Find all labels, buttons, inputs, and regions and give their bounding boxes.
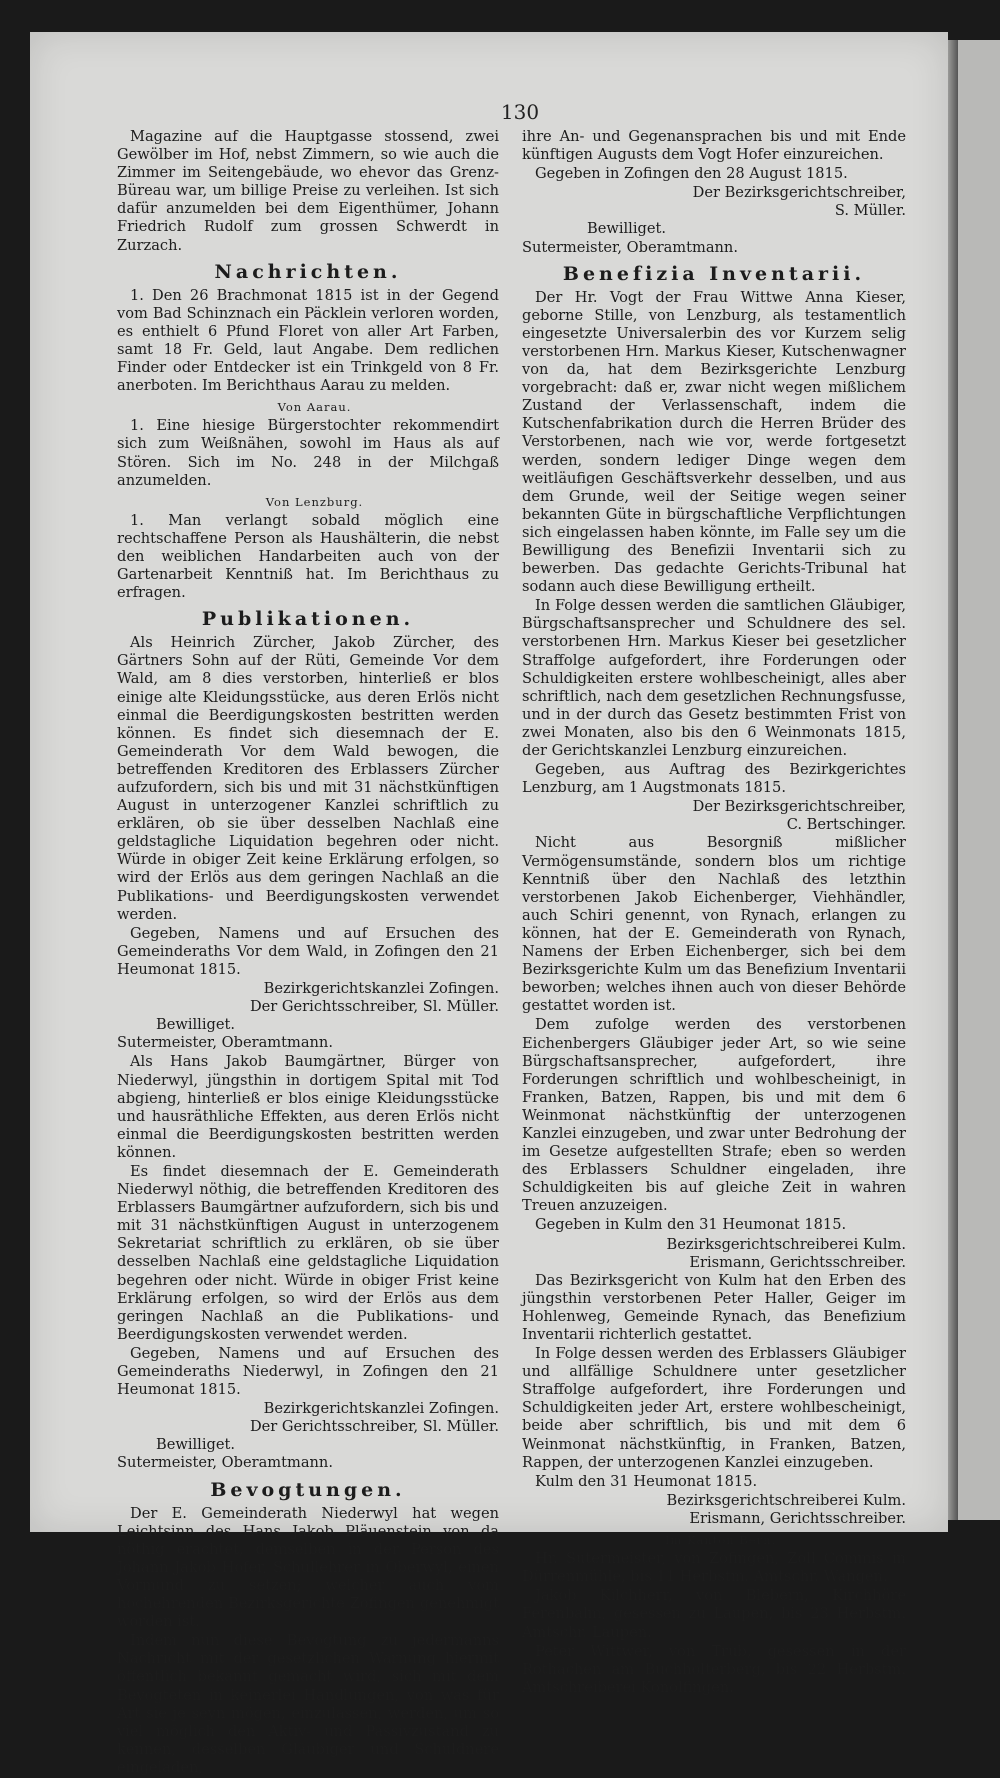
section-heading: Bevogtungen. xyxy=(210,1478,406,1501)
notice-paragraph: 1. Den 26 Brachmonat 1815 ist in der Gegend vom Bad Schinznach ein Päcklein verloren worden, es enthielt 6 Pfund Floret von aller Art Farben, samt 18 Fr. Geld, laut Angabe. Dem redlichen Finder oder Entdecker ist ein Trinkgeld von 8 Fr. anerboten. Im Berichthaus Aarau zu melden. xyxy=(117,286,499,395)
notice-paragraph: In Folge dessen werden des Erblassers Gläubiger und allfällige Schuldnere unter gesetzlicher Straffolge aufgefordert, ihre Forderungen und Schuldigkeiten jeder Art, erstere wohlbescheinigt, beide aber schriftlich, bis und mit dem 6 Weinmonat nächstkünftig, in Franken, Batzen, Rappen, der unterzogenen Kanzlei einzugeben. xyxy=(522,1345,906,1471)
notice-paragraph: Der Hr. Vogt der Frau Wittwe Anna Kieser, geborne Stille, von Lenzburg, als testamentlich eingesetzte Universalerbin des vor Kurzem selig verstorbenen Hrn. Markus Kieser, Kutschenwagner von da, hat dem Bezirksgerichte Lenzburg vorgebracht: daß er, zwar nicht wegen mißlichem Zustand der Verlassenschaft, indem die Kutschenfabrikation durch die Herren Brüder des Verstorbenen, nach wie vor, werde fortgesetzt werden, sondern lediger Dinge wegen dem weitläufigen Geschäftsverkehr desselben, und aus dem Grunde, weil der Seitige wegen seiner bekannten Güte in bürgschaftliche Verpflichtungen sich eingelassen haben könnte, im Falle sey um die Bewilligung des Benefizii Inventarii sich zu bewerben. Das gedachte Gerichts-Tribunal hat sodann auch diese Bewilligung ertheilt. xyxy=(522,288,906,596)
notice-paragraph: Peter Wittwer, von Trub, gesessen in der Rothachen am Buchholterberg, bis 22 Herbstm. Amtschreiberei Konolfingen. xyxy=(522,1642,906,1696)
notice-paragraph: Es findet diesemnach der E. Gemeinderath Niederwyl nöthig, die betreffenden Kreditoren des Erblassers Baumgärtner aufzufordern, sich bis und mit 31 nächstkünftigen August in unterzogenem Sekretariat schriftlich zu erklären, ob sie über desselben Nachlaß eine geldstagliche Liquidation begehren oder nicht. Würde in obiger Frist keine Erklärung erfolgen, so wird der Erlös aus dem geringen Nachlaß an die Publikations- und Beerdigungskosten verwendet werden. xyxy=(117,1162,499,1343)
notice-paragraph: Gegeben, Namens und auf Ersuchen des Gemeinderaths Niederwyl, in Zofingen den 21 Heumonat 1815. xyxy=(117,1344,499,1399)
notice-paragraph: Jakob Kilchherr, von Blebern, Kirchhöre Ferenbalm, gesessen zu Laupen, bis 23 Herbstm. Amtschr. Laupen. xyxy=(522,1587,906,1641)
text-line: ihre An- und Gegenansprachen bis und mit Ende künftigen Augusts dem Vogt Hofer einzureichen. xyxy=(522,128,906,164)
signature-line: S. Müller. xyxy=(834,202,906,220)
place-subheading: Von Aarau. xyxy=(277,400,352,415)
signature-line: Bezirkgerichtskanzlei Zofingen. xyxy=(263,1400,499,1418)
text-line: Sutermeister, Oberamtmann. xyxy=(117,1034,333,1052)
signature-line: Erismann, Gerichtsschreiber. xyxy=(689,1253,906,1271)
right-column xyxy=(522,128,906,1698)
approval-line: Bewilliget. xyxy=(156,1436,236,1454)
notice-paragraph: 1. Man verlangt sobald möglich eine rechtschaffene Person als Haushälterin, die nebst den weiblichen Handarbeiten auch von der Gartenarbeit Kenntniß hat. Im Berichthaus zu erfragen. xyxy=(117,511,499,602)
notice-paragraph: Der E. Gemeinderath Niederwyl hat wegen Leichtsinn des Hans Jakob Pläuenstein von da nöthig erachtet, demselben in der Person des Johann Jakob Hofer, Schullehrer in Oberwyl, einen Vormund zu setzen; welcher auch vom hochehrenden Bezirksgerichte Zofingen genehmigt worden ist. xyxy=(117,1504,499,1631)
notice-paragraph: Gegeben in Zofingen den 28 August 1815. xyxy=(535,165,848,183)
page-number: 130 xyxy=(500,100,540,124)
notice-paragraph: Gegeben, aus Auftrag des Bezirkgerichtes Lenzburg, am 1 Augstmonats 1815. xyxy=(522,761,906,797)
notice-paragraph: Gegeben, Namens und auf Ersuchen des Gemeinderaths Vor dem Wald, in Zofingen den 21 Heumonat 1815. xyxy=(117,924,499,978)
notice-paragraph: Dem zufolge werden des verstorbenen Eichenbergers Gläubiger jeder Art, so wie seine Bürgschaftsansprecher, aufgefordert, ihre Forderungen schriftlich und wohlbescheinigt, in Franken, Batzen, Rappen, bis und mit dem 6 Weinmonat nächstkünftig der unterzogenen Kanzlei einzugeben, und zwar unter Bedrohung der im Gesetze aufgestellten Strafe; eben so werden des Erblassers Schuldner eingeladen, ihre Schuldigkeiten bis auf gleiche Zeit in wahren Treuen anzuzeigen. xyxy=(522,1016,906,1215)
approval-line: Bewilliget. xyxy=(156,1016,236,1034)
approval-line: Bewilliget. xyxy=(587,220,667,238)
signature-line: Der Bezirksgerichtschreiber, xyxy=(692,184,906,202)
signature-line: Bezirkgerichtskanzlei Zofingen. xyxy=(263,980,499,998)
place-subheading: Im Kanton Bern. xyxy=(664,1533,777,1548)
section-heading: Nachrichten. xyxy=(214,260,402,283)
signature-line: Bezirksgerichtschreiberei Kulm. xyxy=(666,1491,906,1509)
place-subheading: Von Lenzburg. xyxy=(265,494,364,509)
notice-paragraph: Als Hans Jakob Baumgärtner, Bürger von Niederwyl, jüngsthin in dortigem Spital mit Tod abgieng, hinterließ er blos einige Kleidungsstücke und hausräthliche Effekten, aus deren Erlös nicht einmal die Beerdigungskosten bestritten werden können. xyxy=(117,1053,499,1161)
notice-paragraph: In Folge dessen werden die samtlichen Gläubiger, Bürgschaftsansprecher und Schuldnere des sel. verstorbenen Hrn. Markus Kieser bei gesetzlicher Straffolge aufgefordert, ihre Forderungen oder Schuldigkeiten erstere wohlbescheinigt, alles aber schriftlich, nach dem gesetzlichen Rechnungsfusse, und in der durch das Gesetz bestimmten Frist von zwei Monaten, also bis den 6 Weinmonats 1815, der Gerichtskanzlei Lenzburg einzureichen. xyxy=(522,597,906,759)
notice-paragraph: Kulm den 31 Heumonat 1815. xyxy=(535,1472,758,1490)
notice-paragraph: Gegeben in Kulm den 31 Heumonat 1815. xyxy=(535,1216,847,1234)
signature-line: Der Bezirksgerichtschreiber, xyxy=(692,798,906,816)
signature-line: Der Gerichtsschreiber, Sl. Müller. xyxy=(249,998,499,1016)
notice-paragraph: Nicht aus Besorgniß mißlicher Vermögensumstände, sondern blos um richtige Kenntniß über den Nachlaß des letzthin verstorbenen Jakob Eichenberger, Viehhändler, auch Schiri genennt, von Rynach, erlangen zu können, hat der E. Gemeinderath von Rynach, Namens der Erben Eichenberger, sich bei dem Bezirksgerichte Kulm um das Benefizium Inventarii beworben; welches ihnen auch von dieser Behörde gestattet worden ist. xyxy=(522,834,906,1015)
section-heading: Benefizia Inventarii. xyxy=(562,262,866,285)
left-column xyxy=(117,128,499,1778)
notice-paragraph: Indem nun diese Bevogtung zu jedermanns Nachricht mit der gesetzlichen Warnung hiermit öffentlich bekannt gemacht wird, sich mit dem Bevogteten in keinerlei Handlungen, von was für Art sie je seyn mögen, einzulassen, werden, um so viel möglich den Aktiv- und Passivzustand zu kennen, desselben Gläubiger und Schuldnere eingeladen, xyxy=(117,1632,499,1776)
section-heading: Publikationen. xyxy=(201,608,415,631)
notice-paragraph: 1. Eine hiesige Bürgerstochter rekommendirt sich zum Weißnähen, sowohl im Haus als auf Stören. Sich im No. 248 in der Milchgaß anzumelden. xyxy=(117,417,499,489)
text-line: Sutermeister, Oberamtmann. xyxy=(117,1454,333,1472)
signature-line: Der Gerichtsschreiber, Sl. Müller. xyxy=(249,1418,499,1436)
signature-line: Bezirksgerichtschreiberei Kulm. xyxy=(666,1235,906,1253)
signature-line: Erismann, Gerichtsschreiber. xyxy=(689,1509,906,1527)
notice-paragraph: Das Bezirksgericht von Kulm hat den Erben des jüngsthin verstorbenen Peter Haller, Geiger im Hohlenweg, Gemeinde Rynach, das Benefizium Inventarii richterlich gestattet. xyxy=(522,1271,906,1343)
text-line: Sutermeister, Oberamtmann. xyxy=(522,238,738,256)
notice-paragraph: Als Heinrich Zürcher, Jakob Zürcher, des Gärtners Sohn auf der Rüti, Gemeinde Vor dem Wald, am 8 dies verstorben, hinterließ er blos einige alte Kleidungsstücke, aus deren Erlös nicht einmal die Beerdigungskosten bestritten werden können. Es findet sich diesemnach der E. Gemeinderath Vor dem Wald bewogen, die betreffenden Kreditoren des Erblassers Zürcher aufzufordern, sich bis und mit 31 nächstkünftigen August in unterzogener Kanzlei schriftlich zu erklären, ob sie über desselben Nachlaß eine geldstagliche Liquidation begehren oder nicht. Würde in obiger Zeit keine Erklärung erfolgen, so wird der Erlös aus dem geringen Nachlaß an die Publikations- und Beerdigungskosten verwendet werden. xyxy=(117,634,499,923)
signature-line: C. Bertschinger. xyxy=(786,816,906,834)
page-fold-shadow xyxy=(948,40,958,1520)
notice-paragraph: Magazine auf die Hauptgasse stossend, zwei Gewölber im Hof, nebst Zimmern, so wie auch die Zimmer im Seitengebäude, wo ehevor das Grenz-Büreau war, um billige Preise zu verleihen. Ist sich dafür anzumelden bei dem Eigenthümer, Johann Friedrich Rudolf zum grossen Schwerdt in Zurzach. xyxy=(117,128,499,254)
next-page-edge xyxy=(958,40,1000,1520)
notice-paragraph: Hr. Sutermeister, von Zofingen, Zoll Commis in Dürrenmühle, bis 11 Herbstm. Amtschr. Wangen. xyxy=(522,1550,906,1586)
